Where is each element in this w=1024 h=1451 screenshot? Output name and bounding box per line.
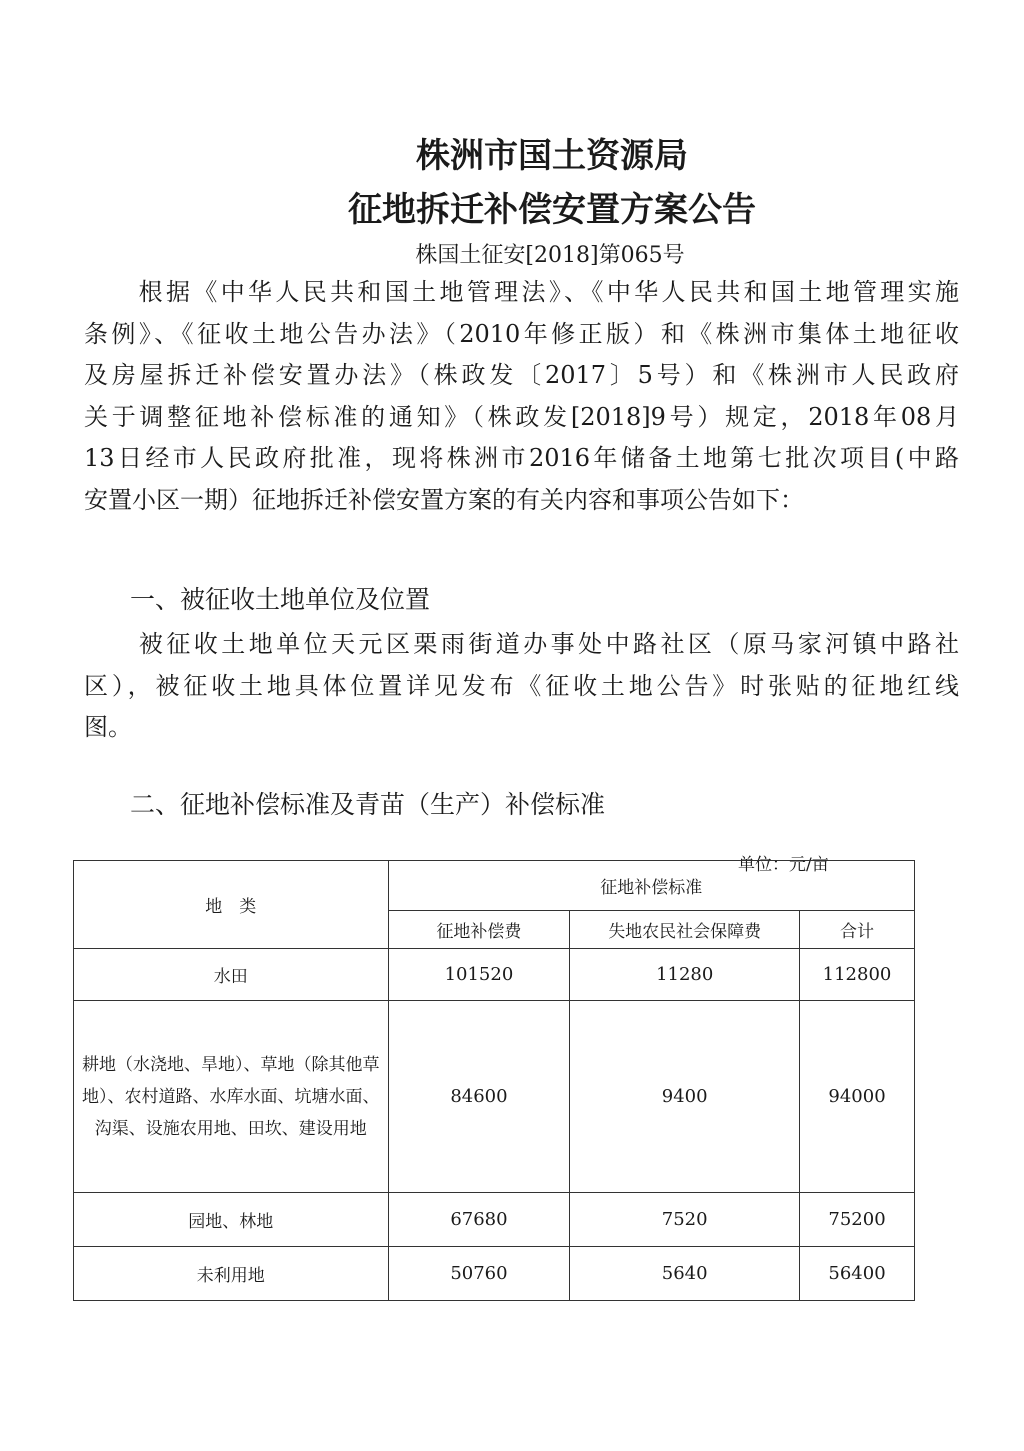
- compensation-cell: 50760: [388, 1247, 570, 1301]
- section1-heading: 一、被征收土地单位及位置: [130, 585, 431, 614]
- text-line: 图。: [84, 713, 132, 741]
- header-social-security: 失地农民社会保障费: [570, 911, 800, 949]
- compensation-table: [73, 860, 915, 1301]
- total-cell: 75200: [800, 1193, 915, 1247]
- table-row: [74, 1001, 915, 1193]
- text-line: 13日经市人民政府批准，现将株洲市2016年储备土地第七批次项目(中路: [84, 444, 959, 472]
- header-total: 合计: [800, 911, 915, 949]
- land-type-cell: 园地、林地: [74, 1193, 389, 1247]
- text-line: 安置小区一期）征地拆迁补偿安置方案的有关内容和事项公告如下：: [84, 485, 804, 514]
- land-type-cell: 水田: [74, 949, 389, 1001]
- land-type-cell: 耕地（水浇地、旱地）、草地（除其他草地）、农村道路、水库水面、坑塘水面、沟渠、设施农用地、田坎、建设用地: [74, 1001, 389, 1193]
- section1-paragraph: [84, 624, 959, 749]
- compensation-cell: 84600: [388, 1001, 570, 1193]
- text-line: 区），被征收土地具体位置详见发布《征收土地公告》时张贴的征地红线: [84, 671, 959, 700]
- land-type-cell: 未利用地: [74, 1247, 389, 1301]
- header-land-type: 地 类: [74, 861, 389, 949]
- header-compensation-fee: 征地补偿费: [388, 911, 570, 949]
- table-row: [74, 1247, 915, 1301]
- social-security-cell: 9400: [570, 1001, 800, 1193]
- compensation-cell: 101520: [388, 949, 570, 1001]
- text-line: 及房屋拆迁补偿安置办法》（株政发〔2017〕5号）和《株洲市人民政府: [84, 361, 959, 389]
- text-line: 被征收土地单位天元区栗雨街道办事处中路社区（原马家河镇中路社: [84, 630, 959, 658]
- social-security-cell: 11280: [570, 949, 800, 1001]
- total-cell: 56400: [800, 1247, 915, 1301]
- intro-paragraph: [84, 272, 959, 521]
- text-line: 条例》、《征收土地公告办法》（2010年修正版）和《株洲市集体土地征收: [84, 319, 959, 348]
- document-title-line1: 株洲市国土资源局: [416, 136, 688, 176]
- compensation-cell: 67680: [388, 1193, 570, 1247]
- social-security-cell: 5640: [570, 1247, 800, 1301]
- table-row: [74, 1193, 915, 1247]
- document-number: 株国土征安[2018]第065号: [415, 243, 685, 268]
- document-title-line2: 征地拆迁补偿安置方案公告: [348, 190, 756, 230]
- unit-label: 单位：元/亩: [738, 855, 829, 875]
- text-line: 关于调整征地补偿标准的通知》（株政发[2018]9号）规定，2018年08月: [84, 402, 959, 431]
- section2-heading: 二、征地补偿标准及青苗（生产）补偿标准: [130, 790, 606, 819]
- header-compensation-standard: 征地补偿标准: [388, 861, 914, 911]
- social-security-cell: 7520: [570, 1193, 800, 1247]
- total-cell: 112800: [800, 949, 915, 1001]
- total-cell: 94000: [800, 1001, 915, 1193]
- table-row: [74, 949, 915, 1001]
- text-line: 根据《中华人民共和国土地管理法》、《中华人民共和国土地管理实施: [84, 278, 959, 306]
